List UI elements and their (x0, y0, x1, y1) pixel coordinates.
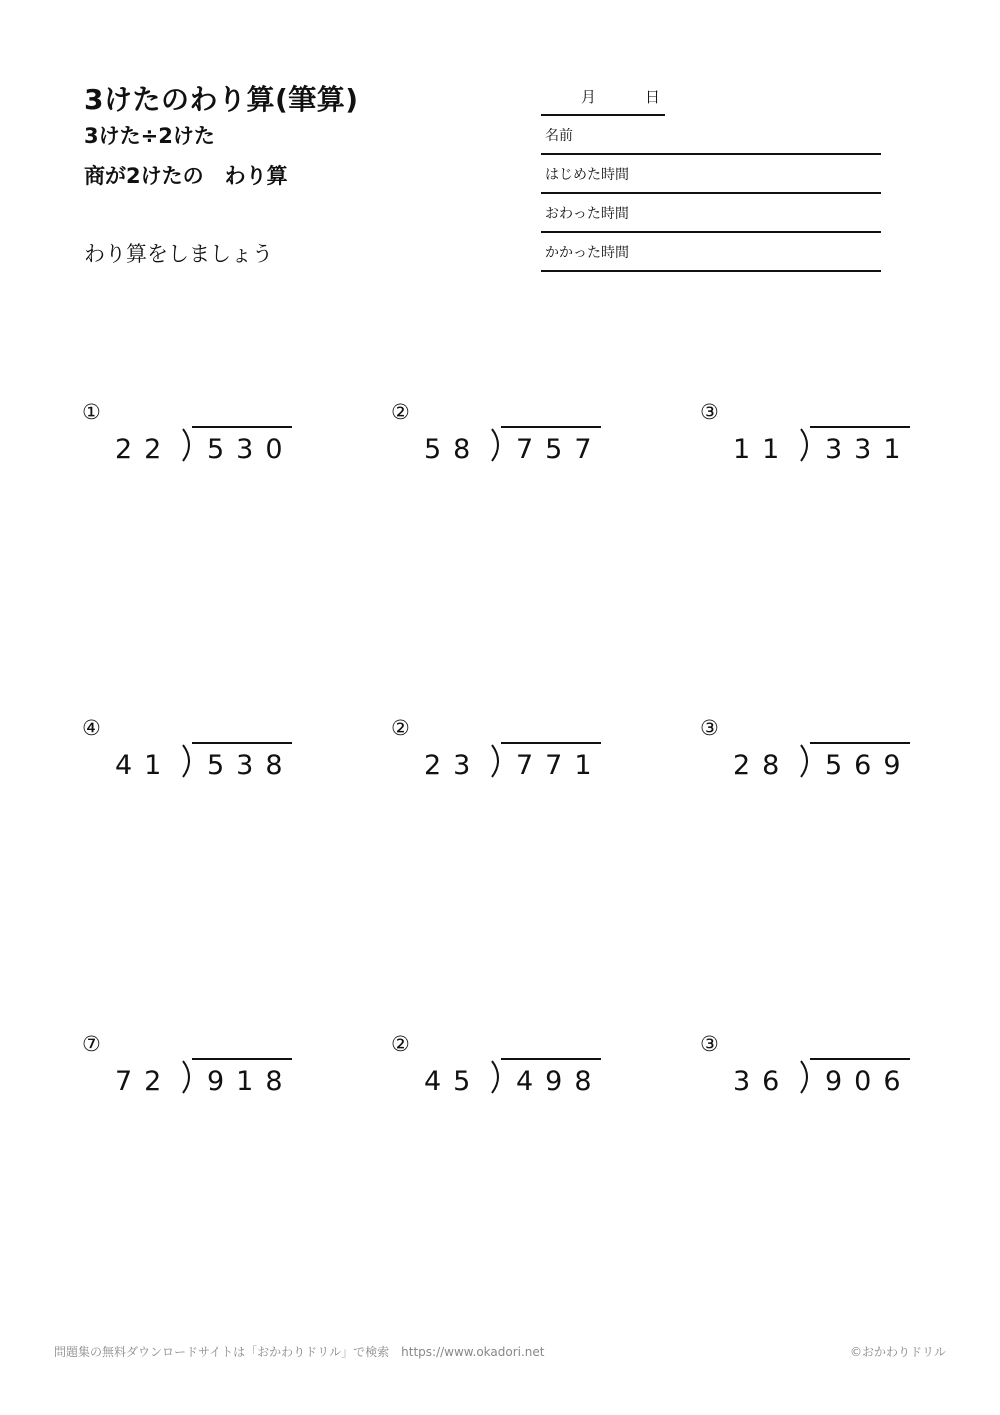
divisor: 22 (115, 434, 174, 465)
problem-7 (82, 1032, 322, 1102)
division-bracket-icon (489, 428, 505, 462)
dividend: 906 (825, 1066, 913, 1097)
elapsed-time-label: かかった時間 (545, 245, 629, 261)
dividend: 498 (516, 1066, 604, 1097)
divisor: 41 (115, 750, 174, 781)
problem-4 (82, 716, 322, 786)
problem-1 (82, 400, 322, 470)
division-bracket-icon (798, 1060, 814, 1094)
division-bar (192, 1058, 292, 1060)
division-bracket-icon (489, 1060, 505, 1094)
division-bracket-icon (180, 428, 196, 462)
day-label: 日 (645, 88, 661, 106)
dividend: 331 (825, 434, 913, 465)
division-bar (810, 1058, 910, 1060)
problem-number: ② (391, 716, 410, 740)
start-time-label: はじめた時間 (545, 167, 629, 183)
dividend: 530 (207, 434, 295, 465)
problem-6 (700, 716, 940, 786)
problem-number: ③ (700, 716, 719, 740)
division-bar (501, 742, 601, 744)
problem-number: ② (391, 1032, 410, 1056)
date-field[interactable] (541, 84, 665, 116)
problem-3 (700, 400, 940, 470)
start-time-field[interactable] (541, 154, 881, 194)
page-title: 3けたのわり算(筆算) (84, 83, 359, 116)
subtitle-quotient: 商が2けたの わり算 (84, 164, 288, 188)
divisor: 23 (424, 750, 483, 781)
divisor: 72 (115, 1066, 174, 1097)
division-bracket-icon (180, 744, 196, 778)
division-bracket-icon (489, 744, 505, 778)
end-time-label: おわった時間 (545, 206, 629, 222)
name-label: 名前 (545, 128, 573, 144)
dividend: 538 (207, 750, 295, 781)
dividend: 918 (207, 1066, 295, 1097)
footer-copyright: ©おかわりドリル (850, 1345, 947, 1359)
name-field[interactable] (541, 115, 881, 155)
division-bracket-icon (798, 744, 814, 778)
divisor: 36 (733, 1066, 792, 1097)
end-time-field[interactable] (541, 193, 881, 233)
divisor: 58 (424, 434, 483, 465)
problem-8 (391, 1032, 631, 1102)
division-bracket-icon (798, 428, 814, 462)
problem-number: ② (391, 400, 410, 424)
problem-number: ④ (82, 716, 101, 740)
division-bar (810, 742, 910, 744)
divisor: 28 (733, 750, 792, 781)
dividend: 757 (516, 434, 604, 465)
subtitle-digits: 3けた÷2けた (84, 124, 215, 148)
problem-number: ① (82, 400, 101, 424)
problem-5 (391, 716, 631, 786)
divisor: 11 (733, 434, 792, 465)
dividend: 569 (825, 750, 913, 781)
problem-2 (391, 400, 631, 470)
division-bar (501, 1058, 601, 1060)
instruction-text: わり算をしましょう (84, 242, 273, 266)
problem-number: ⑦ (82, 1032, 101, 1056)
division-bar (192, 426, 292, 428)
problem-9 (700, 1032, 940, 1102)
problem-number: ③ (700, 1032, 719, 1056)
footer-site-text: 問題集の無料ダウンロードサイトは「おかわりドリル」で検索 https://www.okadori.net (54, 1345, 545, 1359)
division-bracket-icon (180, 1060, 196, 1094)
dividend: 771 (516, 750, 604, 781)
problem-number: ③ (700, 400, 719, 424)
month-label: 月 (581, 88, 597, 106)
division-bar (501, 426, 601, 428)
divisor: 45 (424, 1066, 483, 1097)
elapsed-time-field[interactable] (541, 232, 881, 272)
division-bar (192, 742, 292, 744)
division-bar (810, 426, 910, 428)
